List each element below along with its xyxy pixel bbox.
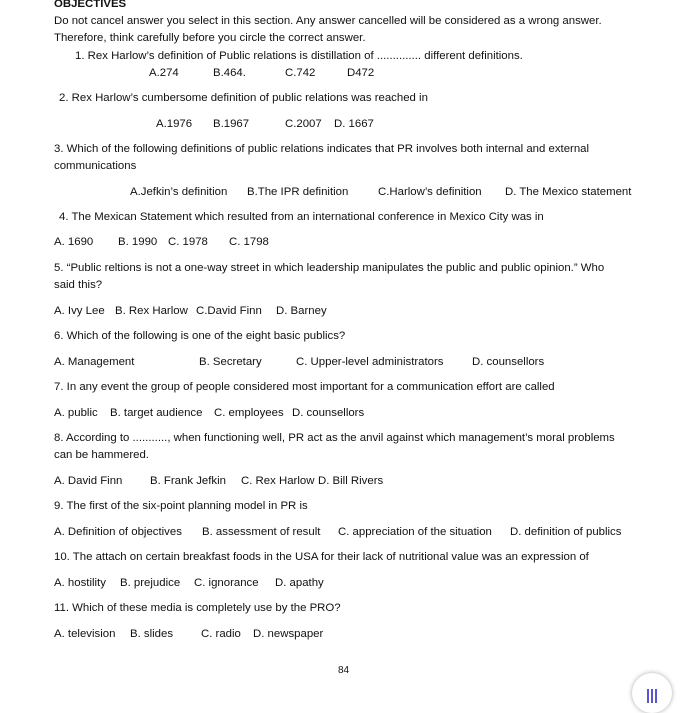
q11-option-c[interactable]: C. radio bbox=[201, 628, 241, 640]
question-2: 2. Rex Harlow’s cumbersome definition of public relations was reached in bbox=[59, 92, 428, 104]
floating-menu-button[interactable] bbox=[632, 673, 672, 713]
q3-option-d[interactable]: D. The Mexico statement bbox=[505, 186, 632, 198]
q2-option-d[interactable]: D. 1667 bbox=[334, 118, 374, 130]
q8-option-a[interactable]: A. David Finn bbox=[54, 475, 123, 487]
question-7: 7. In any event the group of people considered most important for a communication effort are called bbox=[54, 381, 555, 393]
q11-option-d[interactable]: D. newspaper bbox=[253, 628, 324, 640]
q8-option-c[interactable]: C. Rex Harlow bbox=[241, 475, 315, 487]
q8-option-b[interactable]: B. Frank Jefkin bbox=[150, 475, 226, 487]
question-3-line-2: communications bbox=[54, 160, 137, 172]
q7-option-c[interactable]: C. employees bbox=[214, 407, 284, 419]
question-8-line-1: 8. According to ..........., when functioning well, PR act as the anvil against which management’s moral problems bbox=[54, 432, 615, 444]
q2-option-c[interactable]: C.2007 bbox=[285, 118, 322, 130]
q3-option-a[interactable]: A.Jefkin’s definition bbox=[130, 186, 228, 198]
q3-option-b[interactable]: B.The IPR definition bbox=[247, 186, 349, 198]
q7-option-d[interactable]: D. counsellors bbox=[292, 407, 365, 419]
q11-option-b[interactable]: B. slides bbox=[130, 628, 174, 640]
q6-option-d[interactable]: D. counsellors bbox=[472, 356, 545, 368]
q2-option-a[interactable]: A.1976 bbox=[156, 118, 193, 130]
q4-option-a[interactable]: A. 1690 bbox=[54, 236, 94, 248]
q9-option-d[interactable]: D. definition of publics bbox=[510, 526, 622, 538]
q3-option-c[interactable]: C.Harlow’s definition bbox=[378, 186, 482, 198]
question-1: 1. Rex Harlow’s definition of Public relations is distillation of .............. different definitions. bbox=[75, 50, 523, 62]
section-heading: OBJECTIVES bbox=[54, 0, 127, 10]
q4-option-d[interactable]: C. 1798 bbox=[229, 236, 269, 248]
q10-option-d[interactable]: D. apathy bbox=[275, 577, 324, 589]
q7-option-a[interactable]: A. public bbox=[54, 407, 98, 419]
q9-option-a[interactable]: A. Definition of objectives bbox=[54, 526, 182, 538]
page-number: 84 bbox=[338, 665, 350, 676]
q11-option-a[interactable]: A. television bbox=[54, 628, 116, 640]
q5-option-c[interactable]: C.David Finn bbox=[196, 305, 262, 317]
q4-option-b[interactable]: B. 1990 bbox=[118, 236, 158, 248]
question-6: 6. Which of the following is one of the eight basic publics? bbox=[54, 330, 346, 342]
q6-option-b[interactable]: B. Secretary bbox=[199, 356, 262, 368]
q1-option-b[interactable]: B.464. bbox=[213, 67, 246, 79]
q10-option-a[interactable]: A. hostility bbox=[54, 577, 106, 589]
instruction-line-1: Do not cancel answer you select in this section. Any answer cancelled will be considered as a wrong answer. bbox=[54, 15, 602, 27]
question-5-line-1: 5. “Public reltions is not a one-way street in which leadership manipulates the public and public opinion.” Who bbox=[54, 262, 605, 274]
q10-option-b[interactable]: B. prejudice bbox=[120, 577, 181, 589]
question-3-line-1: 3. Which of the following definitions of public relations indicates that PR involves both internal and external bbox=[54, 143, 590, 155]
q5-option-a[interactable]: A. Ivy Lee bbox=[54, 305, 105, 317]
q8-option-d[interactable]: D. Bill Rivers bbox=[318, 475, 384, 487]
q1-option-d[interactable]: D472 bbox=[347, 67, 375, 79]
q1-option-a[interactable]: A.274 bbox=[149, 67, 179, 79]
question-8-line-2: can be hammered. bbox=[54, 449, 149, 461]
q7-option-b[interactable]: B. target audience bbox=[110, 407, 203, 419]
question-10: 10. The attach on certain breakfast foods in the USA for their lack of nutritional value was an expression of bbox=[54, 551, 589, 563]
q6-option-c[interactable]: C. Upper-level administrators bbox=[296, 356, 444, 368]
question-11: 11. Which of these media is completely use by the PRO? bbox=[54, 602, 341, 614]
q1-option-c[interactable]: C.742 bbox=[285, 67, 316, 79]
q6-option-a[interactable]: A. Management bbox=[54, 356, 135, 368]
question-5-line-2: said this? bbox=[54, 279, 103, 291]
question-9: 9. The first of the six-point planning model in PR is bbox=[54, 500, 308, 512]
q9-option-b[interactable]: B. assessment of result bbox=[202, 526, 321, 538]
q5-option-d[interactable]: D. Barney bbox=[276, 305, 327, 317]
instruction-line-2: Therefore, think carefully before you circle the correct answer. bbox=[54, 32, 366, 44]
q10-option-c[interactable]: C. ignorance bbox=[194, 577, 259, 589]
q5-option-b[interactable]: B. Rex Harlow bbox=[115, 305, 188, 317]
q9-option-c[interactable]: C. appreciation of the situation bbox=[338, 526, 492, 538]
q4-option-c[interactable]: C. 1978 bbox=[168, 236, 208, 248]
question-4: 4. The Mexican Statement which resulted from an international conference in Mexico City was in bbox=[59, 211, 544, 223]
q2-option-b[interactable]: B.1967 bbox=[213, 118, 250, 130]
